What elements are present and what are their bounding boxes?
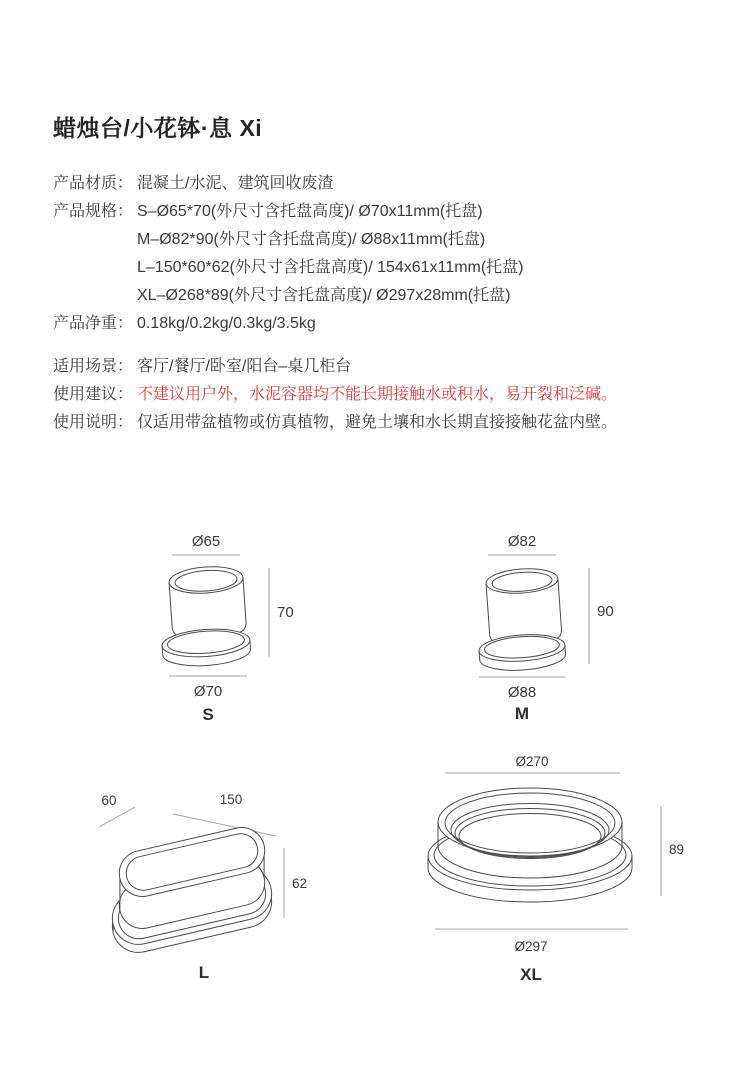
bowl-xl-art — [428, 788, 632, 902]
planter-l-art — [107, 823, 277, 958]
dim-label-m-bottom-diameter: Ø88 — [507, 684, 537, 701]
usage-advice-value: 不建议用户外，水泥容器均不能长期接触水或积水，易开裂和泛碱。 — [137, 386, 618, 403]
figure-s-drawing — [156, 524, 306, 729]
spec-label — [53, 226, 137, 254]
spec-value: XL–Ø268*89(外尺寸含托盘高度)/ Ø297x28mm(托盘) — [137, 287, 511, 304]
size-label-s: S — [202, 705, 214, 724]
figure-l-drawing — [88, 790, 323, 990]
spec-label — [53, 254, 137, 282]
dim-label-s-top-diameter: Ø65 — [191, 533, 221, 550]
spec-value: L–150*60*62(外尺寸含托盘高度)/ 154x61x11mm(托盘) — [137, 259, 524, 276]
dim-label-m-top-diameter: Ø82 — [507, 533, 537, 550]
spec-value: S–Ø65*70(外尺寸含托盘高度)/ Ø70x11mm(托盘) — [137, 203, 483, 220]
dim-label-s-height: 70 — [277, 604, 294, 621]
size-label-l: L — [198, 963, 210, 982]
dim-label-m-height: 90 — [597, 603, 614, 620]
dim-label-l-depth: 60 — [101, 793, 117, 808]
usage-value: 仅适用带盆植物或仿真植物，避免土壤和水长期直接接触花盆内壁。 — [137, 414, 618, 431]
usage-label: 使用建议： — [53, 386, 134, 403]
dim-label-xl-height: 89 — [669, 842, 685, 857]
usage-label: 使用说明： — [53, 414, 134, 431]
size-label-xl: XL — [520, 965, 542, 984]
spec-label: 产品材质： — [53, 175, 134, 192]
figure-m-drawing — [462, 524, 620, 729]
spec-value: 0.18kg/0.2kg/0.3kg/3.5kg — [137, 315, 316, 332]
spec-label: 产品规格： — [53, 203, 134, 220]
spec-row-material — [53, 170, 733, 198]
dim-label-xl-top-diameter: Ø270 — [515, 754, 549, 769]
usage-row-instruction — [53, 409, 733, 437]
spec-label: 产品净重： — [53, 315, 134, 332]
page-title: 蜡烛台/小花钵·息 Xi — [53, 115, 263, 141]
size-label-m: M — [514, 704, 530, 723]
usage-notes — [53, 353, 733, 437]
spec-row-weight — [53, 310, 733, 338]
dim-label-s-bottom-diameter: Ø70 — [193, 683, 223, 700]
dim-label-l-width: 150 — [219, 792, 243, 807]
dim-line — [99, 807, 135, 827]
usage-value: 客厅/餐厅/卧室/阳台–桌几柜台 — [137, 358, 352, 375]
pot-s-art — [161, 564, 251, 668]
usage-row-advice — [53, 381, 733, 409]
dim-label-l-height: 62 — [292, 876, 308, 891]
pot-m-art — [478, 567, 566, 673]
dim-label-xl-bottom-diameter: Ø297 — [514, 939, 548, 954]
usage-label: 适用场景： — [53, 358, 134, 375]
spec-row-size-xl — [53, 282, 733, 310]
spec-row-size-m — [53, 226, 733, 254]
spec-value: M–Ø82*90(外尺寸含托盘高度)/ Ø88x11mm(托盘) — [137, 231, 486, 248]
spec-value: 混凝土/水泥、建筑回收废渣 — [137, 175, 334, 192]
usage-row-scene — [53, 353, 733, 381]
spec-row-size-s — [53, 198, 733, 226]
spec-label — [53, 282, 137, 310]
spec-row-size-l — [53, 254, 733, 282]
product-specs — [53, 170, 733, 338]
figure-xl-drawing — [420, 742, 700, 990]
